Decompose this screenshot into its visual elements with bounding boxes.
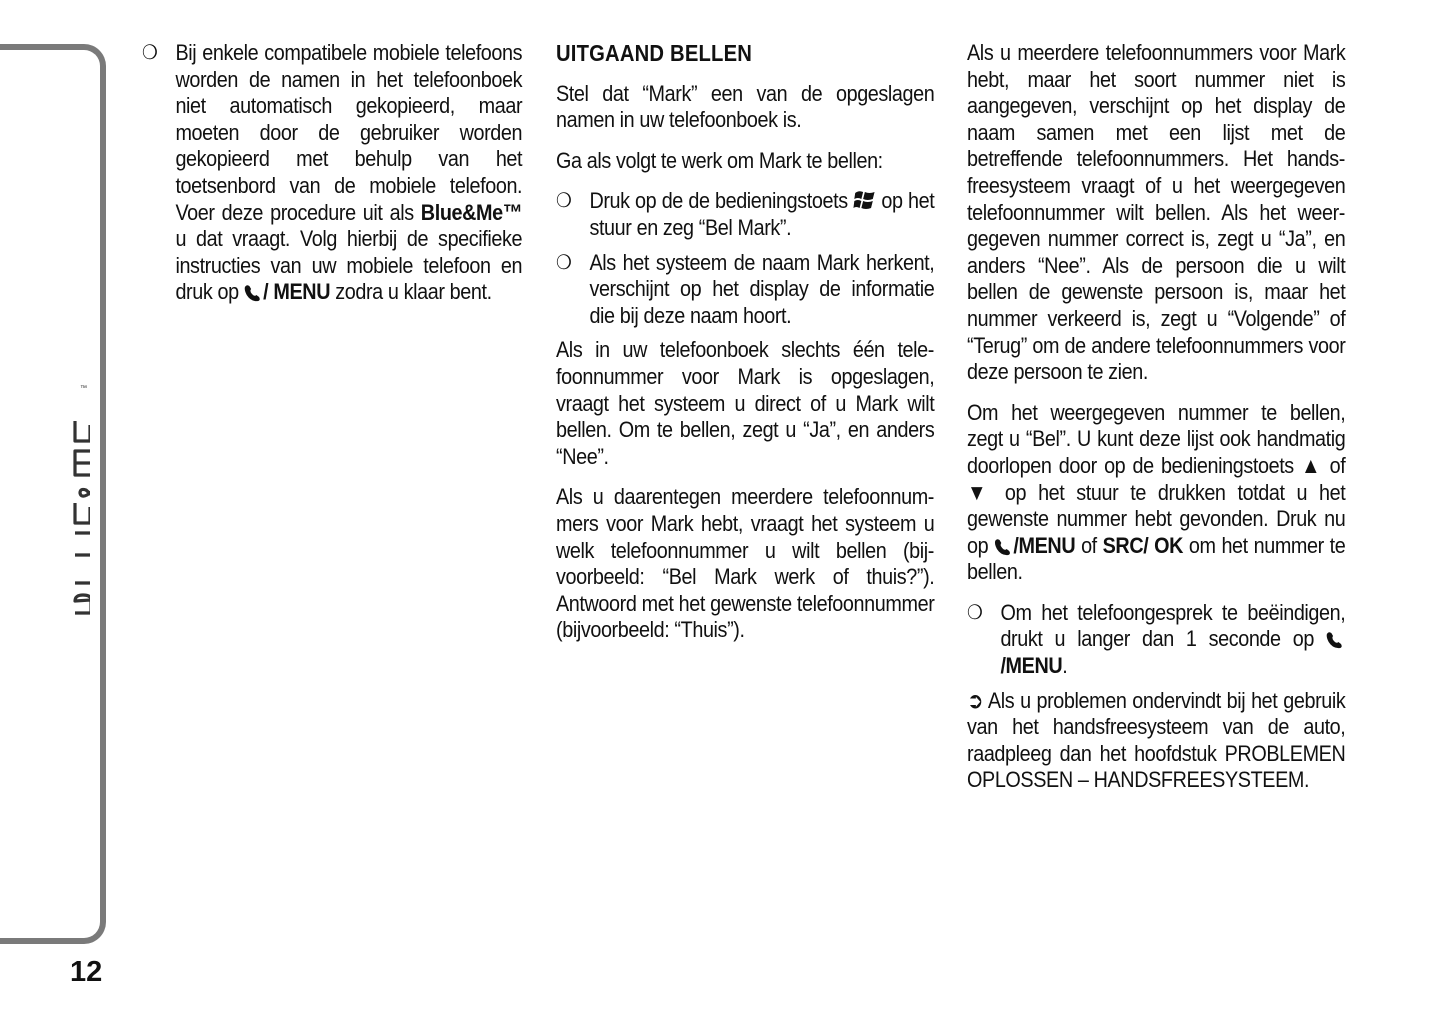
arrow-up-icon: ▲: [1301, 452, 1323, 478]
list-item: ❍ Als het systeem de naam Mark herkent, verschijnt op het display de informatie die bij deze naam hoort.: [556, 249, 935, 328]
phone-icon: [994, 538, 1013, 556]
paragraph: Om het weergegeven nummer te bellen, zegt u “Bel”. U kunt deze lijst ook handmatig doorlopen door op de bedieningstoets ▲ of ▼ op het stuur te drukken totdat u het gewenste nummer hebt gevonden. Druk nu op /MENU of SRC/ OK om het nummer te bellen.: [967, 399, 1346, 585]
column-1: [142, 40, 522, 314]
arrow-down-icon: ▼: [967, 479, 994, 505]
list-item: ❍ Druk op de de bedieningstoets op het stuur en zeg “Bel Mark”.: [556, 188, 935, 240]
paragraph: Als u meerdere telefoonnummers voor Mark hebt, maar het soort nummer niet is aangegeven, verschijnt op het display de naam samen met een lijst met de betreffende telefoonnummers. Het handsfreesysteem vraagt of u het weergegeven telefoonnummer wilt bellen. Als het weergegeven nummer correct is, zegt u “Ja”, en anders “Nee”. Als de persoon die u wilt bellen de gewenste persoon is, maar het nummer verkeerd is, zegt u “Volgende” of “Terug” om de andere telefoonnummers voor deze persoon te zien.: [967, 40, 1346, 385]
windows-voice-key-icon: [853, 189, 876, 211]
paragraph: Ga als volgt te werk om Mark te bellen:: [556, 147, 883, 173]
list-item: ❍ Om het telefoongesprek te beëindigen, drukt u langer dan 1 seconde op /MENU.: [967, 599, 1346, 679]
trademark-sign: ™: [80, 385, 87, 392]
phone-icon: [1326, 631, 1345, 649]
bullet-icon: ❍: [556, 190, 572, 213]
list-item: ❍ Bij enkele compatibele mobiele telefoons worden de namen in het telefoonboek niet automatisch gekopieerd, maar moeten door de gebruiker worden gekopieerd met behulp van het toetsenbord van de mobiele telefoon. Voer deze procedure uit als Blue&Me™ u dat vraagt. Volg hierbij de specifieke instructies van uw mobiele telefoon en druk op / MENU zodra u klaar bent.: [142, 40, 523, 305]
note-arrow-icon: ➲: [967, 687, 984, 713]
paragraph: Stel dat “Mark” een van de opgeslagen namen in uw telefoonboek is.: [556, 80, 935, 133]
section-heading: UITGAAND BELLEN: [556, 40, 753, 66]
bullet-icon: ❍: [967, 601, 983, 624]
column-3: [967, 40, 1345, 808]
phone-icon: [244, 284, 263, 302]
paragraph: Als in uw telefoonboek slechts één telefoonnummer voor Mark is opgeslagen, vraagt het systeem u direct of u Mark wilt bellen. Om te bellen, zegt u “Ja”, en anders “Nee”.: [556, 337, 935, 469]
note-paragraph: ➲ Als u problemen ondervindt bij het gebruik van het handsfreesysteem van de auto, raadpleeg dan het hoofdstuk PROBLEMEN OPLOSSEN – HANDSFREESYSTEEM.: [967, 687, 1346, 793]
paragraph: Als u daarentegen meerdere telefoonnummers voor Mark hebt, vraagt het systeem u welk telefoonnummer u wilt bellen (bijvoorbeeld: “Bel Mark werk of thuis?”). Antwoord met het gewenste telefoonnummer (bijvoorbeeld: “Thuis”).: [556, 484, 935, 643]
bullet-icon: ❍: [142, 42, 158, 64]
page-number: 12: [70, 956, 103, 988]
column-2: [556, 40, 934, 658]
bullet-icon: ❍: [556, 251, 572, 274]
blue-and-me-logo: [30, 380, 90, 620]
